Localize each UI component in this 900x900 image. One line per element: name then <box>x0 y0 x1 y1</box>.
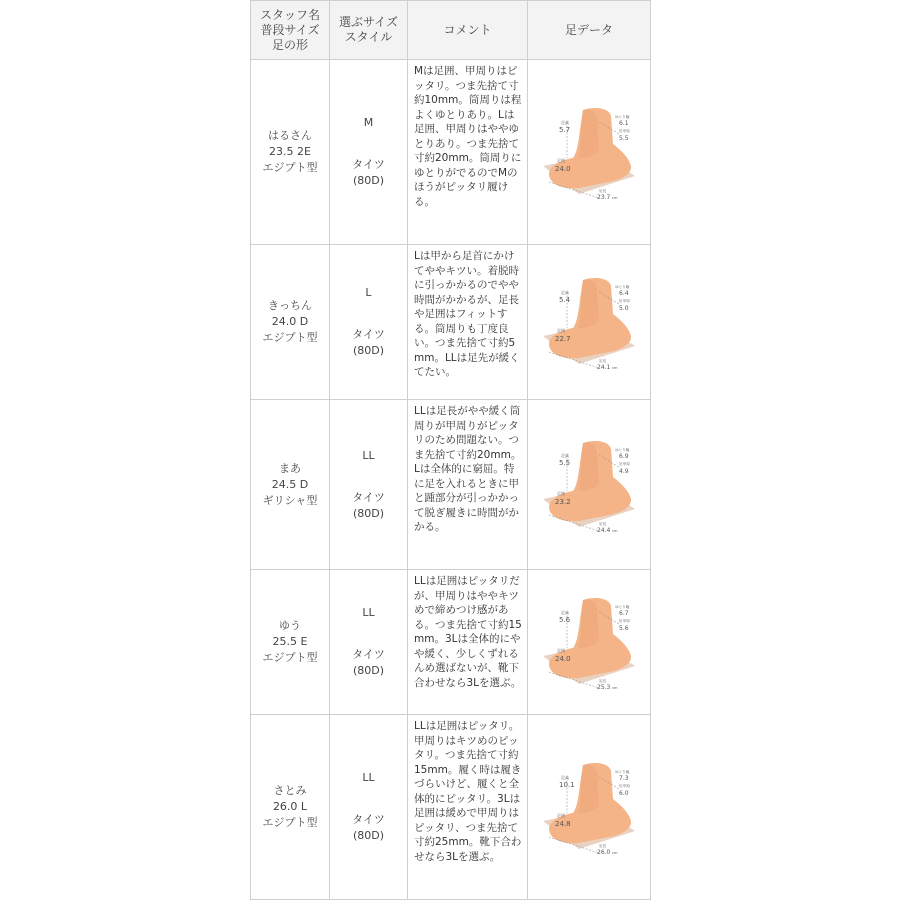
usual-size: 23.5 2E <box>269 145 311 158</box>
label-length-caption: 足長 <box>599 189 607 193</box>
label-instep-value: 5.6 <box>619 625 629 632</box>
style-denier: (80D) <box>352 829 385 842</box>
style-name: タイツ <box>352 158 385 171</box>
label-height-caption: 足高 <box>561 290 569 295</box>
foot-data-cell <box>528 400 651 570</box>
comment-cell: LLは足長がやや緩く筒周りが甲周りがピッタリのため問題ない。つま先捨て寸約20mm。Lは全体的に窮屈。特に足を入れるときに甲と踵部分が引っかかって脱ぎ履きに時間がかかる。 <box>408 400 528 570</box>
foot-shape: エジプト型 <box>262 816 318 829</box>
label-width-caption: 足囲 <box>557 328 565 333</box>
label-girth-caption: ゆとり幅 <box>615 770 630 774</box>
label-instep-value: 4.9 <box>619 467 629 475</box>
foot-shape: エジプト型 <box>262 651 318 664</box>
usual-size: 24.5 D <box>271 477 309 491</box>
comment-cell: Lは甲から足首にかけてややキツい。着脱時に引っかかるのでやや時間がかかるが、足長や足囲はフィットする。筒周りも丁度良い。つま先捨て寸約5mm。LLは足先が緩くてたい。 <box>408 245 528 400</box>
foot-shape: ギリシャ型 <box>262 493 318 507</box>
label-length-value: 24.4 <box>597 526 611 534</box>
chosen-size: L <box>365 286 372 299</box>
label-width-value: 24.0 <box>555 165 571 173</box>
staff-cell <box>251 570 330 715</box>
chosen-size: M <box>363 116 374 129</box>
label-height-value: 5.5 <box>559 458 571 467</box>
table-row <box>251 715 651 900</box>
staff-cell <box>251 400 330 570</box>
label-instep-caption: 足甲周 <box>619 299 630 303</box>
label-girth-value: 6.9 <box>619 452 629 460</box>
label-girth-value: 7.3 <box>619 775 629 782</box>
style-name: タイツ <box>352 490 385 504</box>
label-girth-caption: ゆとり幅 <box>615 285 630 289</box>
style-name: タイツ <box>352 328 385 341</box>
staff-cell <box>251 60 330 245</box>
header-staff: スタッフ名 普段サイズ 足の形 <box>251 1 330 60</box>
chosen-size: LL <box>362 771 375 784</box>
label-height-value: 10.1 <box>559 781 575 789</box>
label-girth-value: 6.1 <box>619 120 629 127</box>
label-width-caption: 足囲 <box>557 813 565 818</box>
foot-diagram <box>539 102 639 202</box>
foot-diagram <box>539 272 639 372</box>
label-length-caption: 足長 <box>599 359 607 363</box>
label-length-unit: cm <box>612 686 618 690</box>
label-length-caption: 足長 <box>599 844 607 848</box>
label-height-value: 5.6 <box>559 616 571 624</box>
size-cell <box>330 570 408 715</box>
size-cell <box>330 245 408 400</box>
style-denier: (80D) <box>352 174 385 187</box>
label-instep-caption: 足甲周 <box>619 619 630 623</box>
comment-cell: LLは足囲はピッタリ。甲周りはキツめのピッタリ。つま先捨て寸約15mm。履く時は履きづらいけど、履くと全体的にピッタリ。3Lは足囲は緩めで甲周りはピッタリ、つま先捨て寸約25mm。靴下合わせなら3Lを選ぶ。 <box>408 715 528 900</box>
label-height-value: 5.4 <box>559 296 571 304</box>
label-length-unit: cm <box>612 851 618 855</box>
comment-cell: Mは足囲、甲周りはピッタリ。つま先捨て寸約10mm。筒周りは程よくゆとりあり。Lは足囲、甲周りはややゆとりあり。つま先捨て寸約20mm。筒周りにゆとりがでるのでMのほうがピッタリ履ける。 <box>408 60 528 245</box>
foot-shape: エジプト型 <box>262 161 318 174</box>
table-row <box>251 60 651 245</box>
label-instep-value: 6.0 <box>619 790 629 797</box>
foot-shape: エジプト型 <box>262 331 318 344</box>
label-width-caption: 足囲 <box>557 490 565 496</box>
staff-name: はるさん <box>268 129 312 142</box>
foot-data-cell <box>528 245 651 400</box>
header-comment: コメント <box>408 1 528 60</box>
comment-cell: LLは足囲はピッタリだが、甲周りはややキツめで締めつけ感がある。つま先捨て寸約15mm。3Lは全体的にやや緩く、少しくずれるんめ選ばないが、靴下合わせなら3Lを選ぶ。 <box>408 570 528 715</box>
label-width-caption: 足囲 <box>557 648 565 653</box>
header-foot-data: 足データ <box>528 1 651 60</box>
usual-size: 24.0 D <box>271 315 309 328</box>
label-width-value: 24.0 <box>555 655 571 663</box>
label-length-caption: 足長 <box>599 521 607 526</box>
chosen-size: LL <box>362 448 375 462</box>
size-cell <box>330 400 408 570</box>
size-cell <box>330 715 408 900</box>
label-girth-caption: ゆとり幅 <box>615 605 630 609</box>
foot-diagram <box>539 757 639 857</box>
label-height-caption: 足高 <box>561 775 569 780</box>
staff-name: まあ <box>279 461 301 475</box>
staff-cell <box>251 715 330 900</box>
label-instep-caption: 足甲周 <box>619 784 630 788</box>
style-denier: (80D) <box>352 344 385 357</box>
staff-name: きっちん <box>268 299 312 312</box>
staff-cell <box>251 245 330 400</box>
table-row <box>251 570 651 715</box>
style-name: タイツ <box>352 813 385 826</box>
table-header-row <box>251 1 651 60</box>
label-width-value: 24.8 <box>555 820 571 828</box>
foot-data-cell <box>528 570 651 715</box>
table-row <box>251 245 651 400</box>
label-instep-value: 5.0 <box>619 305 629 312</box>
header-size-style: 選ぶサイズ スタイル <box>330 1 408 60</box>
chosen-size: LL <box>362 606 375 619</box>
usual-size: 25.5 E <box>272 635 308 648</box>
label-length-caption: 足長 <box>599 679 607 683</box>
label-girth-caption: ゆとり幅 <box>615 447 630 452</box>
label-girth-caption: ゆとり幅 <box>615 115 630 119</box>
label-instep-caption: 足甲周 <box>619 461 630 466</box>
usual-size: 26.0 L <box>272 800 308 813</box>
label-length-unit: cm <box>612 196 618 200</box>
foot-diagram <box>539 592 639 692</box>
label-height-value: 5.7 <box>559 126 571 134</box>
label-width-value: 22.7 <box>555 335 571 343</box>
size-comparison-table-container <box>250 0 650 900</box>
label-length-value: 26.0 <box>597 849 611 856</box>
style-denier: (80D) <box>352 664 385 677</box>
label-instep-caption: 足甲周 <box>619 129 630 133</box>
label-height-caption: 足高 <box>561 452 569 458</box>
label-width-value: 23.2 <box>555 497 571 506</box>
size-comparison-table <box>250 0 651 900</box>
label-length-value: 23.7 <box>597 194 611 201</box>
label-girth-value: 6.7 <box>619 610 629 617</box>
staff-name: ゆう <box>279 619 301 632</box>
size-cell <box>330 60 408 245</box>
label-length-value: 24.1 <box>597 364 611 371</box>
table-row <box>251 400 651 570</box>
label-girth-value: 6.4 <box>619 290 629 297</box>
style-denier: (80D) <box>352 506 385 520</box>
label-length-value: 25.3 <box>597 684 611 691</box>
style-name: タイツ <box>352 648 385 661</box>
label-instep-value: 5.5 <box>619 135 629 142</box>
foot-diagram <box>539 435 639 535</box>
staff-name: さとみ <box>273 784 307 797</box>
label-height-caption: 足高 <box>561 610 569 615</box>
label-length-unit: cm <box>612 528 618 533</box>
label-height-caption: 足高 <box>561 120 569 125</box>
foot-data-cell <box>528 715 651 900</box>
label-length-unit: cm <box>612 366 618 370</box>
label-width-caption: 足囲 <box>557 158 565 163</box>
foot-data-cell <box>528 60 651 245</box>
